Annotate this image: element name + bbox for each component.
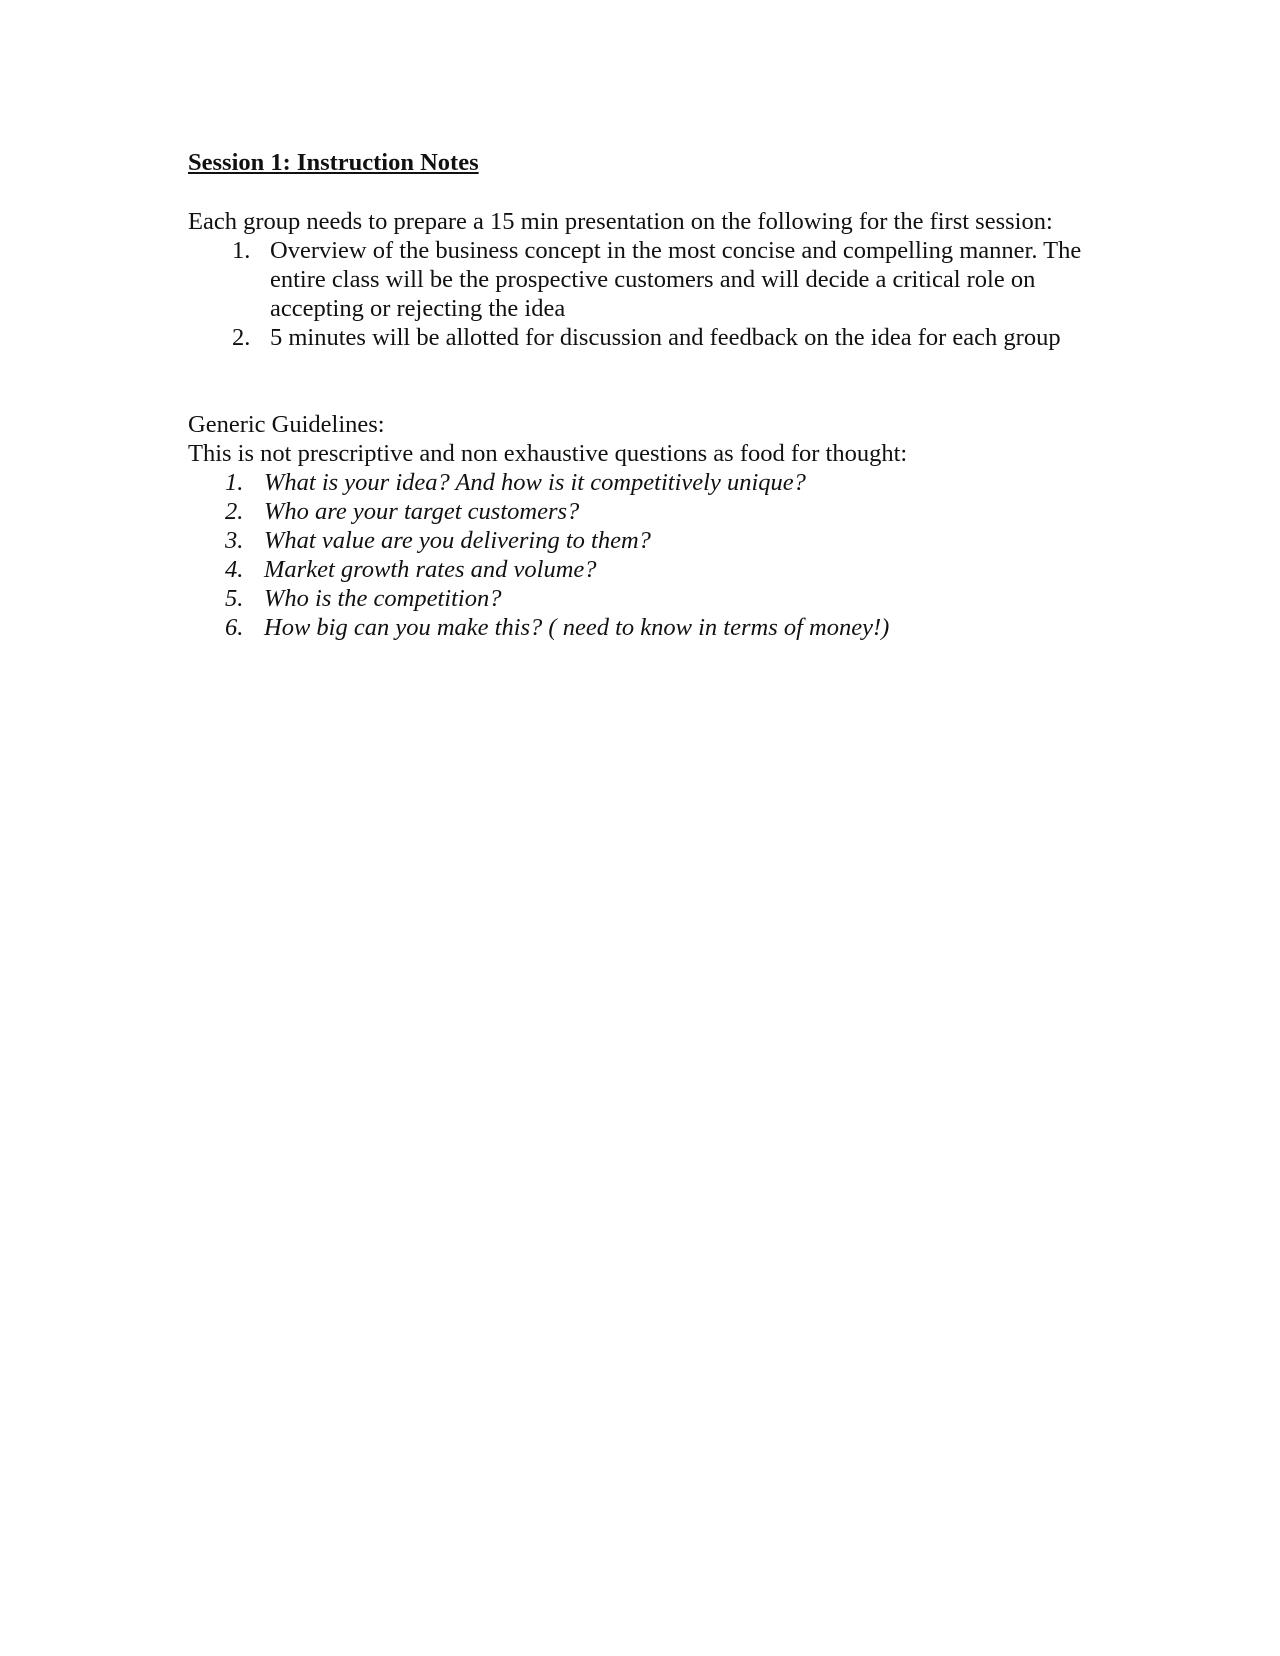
list-item-text: How big can you make this? ( need to know in terms of money!) bbox=[264, 614, 890, 641]
list-item-number: 4. bbox=[225, 556, 244, 583]
guidelines-heading: Generic Guidelines: bbox=[188, 411, 385, 438]
list-item bbox=[188, 323, 1108, 352]
list-item-number: 6. bbox=[225, 614, 244, 641]
list-item-number: 1. bbox=[232, 237, 251, 264]
section-spacer bbox=[188, 352, 1108, 410]
document-body bbox=[188, 148, 1108, 642]
list-item-text: Who is the competition? bbox=[264, 585, 502, 612]
list-item bbox=[188, 613, 1108, 642]
list-item-text: What value are you delivering to them? bbox=[264, 527, 651, 554]
intro-paragraph: Each group needs to prepare a 15 min presentation on the following for the first session: bbox=[188, 208, 1053, 235]
question-list bbox=[188, 468, 1108, 642]
list-item bbox=[188, 497, 1108, 526]
list-item bbox=[188, 555, 1108, 584]
list-item-text: What is your idea? And how is it competitively unique? bbox=[264, 469, 806, 496]
task-list bbox=[188, 236, 1108, 352]
list-item-number: 5. bbox=[225, 585, 244, 612]
list-item-text: 5 minutes will be allotted for discussion and feedback on the idea for each group bbox=[270, 324, 1061, 351]
list-item bbox=[188, 584, 1108, 613]
list-item-number: 1. bbox=[225, 469, 244, 496]
list-item-text: Who are your target customers? bbox=[264, 498, 580, 525]
list-item-number: 2. bbox=[225, 498, 244, 525]
list-item-text: Market growth rates and volume? bbox=[264, 556, 597, 583]
list-item bbox=[188, 236, 1108, 323]
list-item bbox=[188, 526, 1108, 555]
list-item-number: 2. bbox=[232, 324, 251, 351]
list-item bbox=[188, 468, 1108, 497]
page-title: Session 1: Instruction Notes bbox=[188, 149, 479, 176]
guidelines-intro: This is not prescriptive and non exhaustive questions as food for thought: bbox=[188, 440, 908, 467]
list-item-number: 3. bbox=[225, 527, 244, 554]
list-item-text: Overview of the business concept in the most concise and compelling manner. The entire class will be the prospective customers and will decide a critical role on accepting or rejecting the idea bbox=[270, 237, 1082, 322]
